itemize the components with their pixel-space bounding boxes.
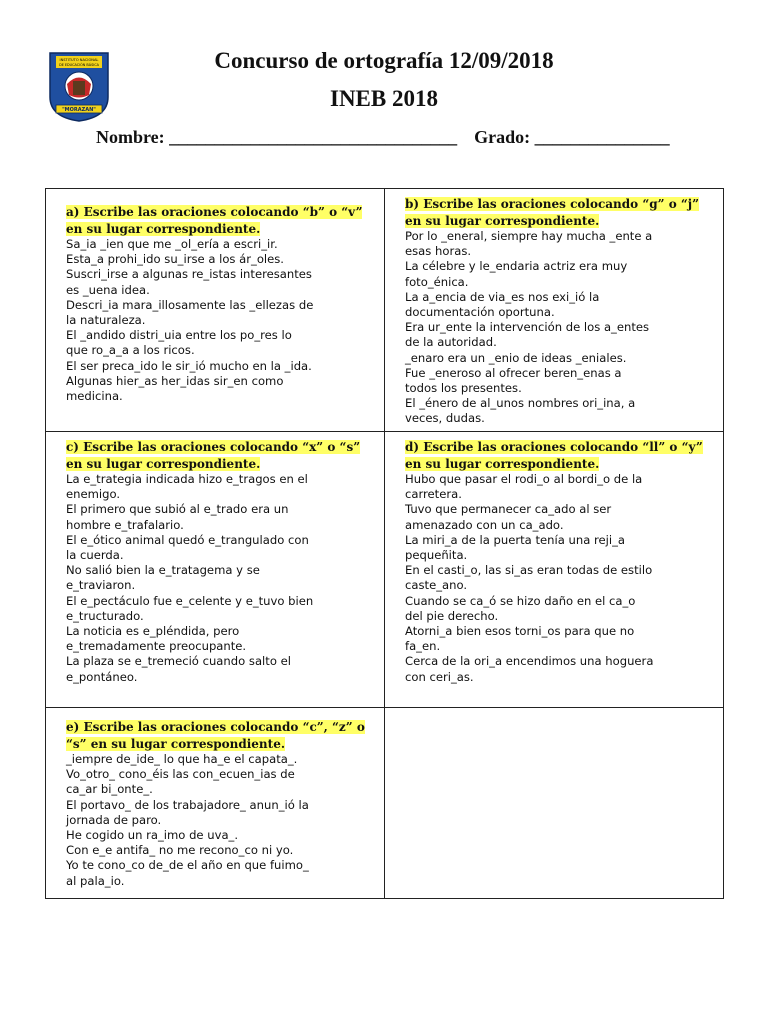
exercise-grid [45,188,724,899]
section-d [385,432,724,708]
section-e-heading: e) Escribe las oraciones colocando “c”, “z” o “s” en su lugar correspondiente. [66,720,365,751]
section-a-line: Suscri_irse a algunas re_istas interesantes [66,267,312,282]
section-b-line: de la autoridad. [405,335,497,350]
section-e-line: Yo te cono_co de_de el año en que fuimo_ [66,858,309,873]
section-c-line: La noticia es e_pléndida, pero [66,624,240,639]
section-a-heading: a) Escribe las oraciones colocando “b” o “v” en su lugar correspondiente. [66,205,363,236]
section-d-line: Atorni_a bien esos torni_os para que no [405,624,635,639]
section-c-line: e_pontáneo. [66,669,138,684]
section-a [46,189,385,432]
name-label: Nombre: ________________________________ [96,127,458,147]
section-d-line: Hubo que pasar el rodi_o al bordi_o de la [405,472,643,486]
section-d-line: caste_ano. [405,578,468,593]
section-c-line: El e_ótico animal quedó e_trangulado con [66,532,309,547]
section-c-lines [66,472,366,685]
section-a-line: Algunas hier_as her_idas sir_en como [66,373,284,388]
logo-banner: "MORAZAN" [62,107,96,113]
section-b-line: Fue _eneroso al ofrecer beren_enas a [405,365,622,380]
section-a-line: Sa_ia _ien que me _ol_ería a escri_ir. [66,237,278,251]
section-b-line: esas horas. [405,244,472,259]
section-e-line: Con e_e antifa_ no me recono_co ni yo. [66,843,294,858]
section-b-line: todos los presentes. [405,381,522,396]
section-e-line: ca_ar bi_onte_. [66,782,153,797]
section-c-line: No salió bien la e_tratagema y se [66,563,260,578]
section-c-line: La e_trategia indicada hizo e_tragos en el [66,472,308,486]
section-b-line: Era ur_ente la intervención de los a_entes [405,320,650,335]
section-d-line: Cuando se ca_ó se hizo daño en el ca_o [405,593,636,608]
section-c-line: hombre e_trafalario. [66,517,184,532]
section-a-line: medicina. [66,389,123,404]
section-d-line: con ceri_as. [405,669,474,684]
section-c [46,432,385,708]
page-subtitle: INEB 2018 [330,86,438,111]
section-e-line: _iempre de_ide_ lo que ha_e el capata_. [66,752,298,766]
section-b-lines [405,229,705,427]
section-b-line: documentación oportuna. [405,305,555,320]
grade-label: Grado: _______________ [474,127,670,147]
section-a-line: El ser preca_ido le sir_ió mucho en la _ida. [66,358,312,373]
section-a-lines [66,237,366,404]
section-b-heading: b) Escribe las oraciones colocando “g” o “j” en su lugar correspondiente. [405,197,700,228]
section-e-line: al pala_io. [66,873,125,888]
section-d-heading: d) Escribe las oraciones colocando “ll” o “y” en su lugar correspondiente. [405,440,703,471]
section-a-line: que ro_a_a a los ricos. [66,343,195,358]
section-b-line: La célebre y le_endaria actriz era muy [405,259,628,274]
section-e-line: jornada de paro. [66,812,162,827]
empty-cell [385,708,724,899]
section-b [385,189,724,432]
name-grade-line [96,127,670,148]
section-c-line: El e_pectáculo fue e_celente y e_tuvo bien [66,593,314,608]
section-c-line: La plaza se e_tremeció cuando salto el [66,654,291,669]
section-a-line: Esta_a prohi_ido su_irse a los ár_oles. [66,252,284,267]
section-d-line: fa_en. [405,639,441,654]
section-e-line: Vo_otro_ cono_éis las con_ecuen_ias de [66,767,295,782]
section-e-line: El portavo_ de los trabajadore_ anun_ió la [66,797,309,812]
section-d-line: carretera. [405,487,462,502]
section-e [46,708,385,899]
section-e-lines [66,752,366,889]
page-title: Concurso de ortografía 12/09/2018 [214,48,554,73]
section-d-line: pequeñita. [405,548,468,563]
section-a-line: la naturaleza. [66,313,146,328]
section-d-lines [405,472,705,685]
section-d-line: Tuvo que permanecer ca_ado al ser [405,502,612,517]
section-d-line: Cerca de la ori_a encendimos una hoguera [405,654,654,669]
section-c-line: e_traviaron. [66,578,136,593]
section-a-line: Descri_ia mara_illosamente las _ellezas de [66,297,314,312]
section-c-line: El primero que subió al e_trado era un [66,502,289,517]
section-b-line: El _énero de al_unos nombres ori_ina, a [405,396,636,411]
section-c-line: e_tremadamente preocupante. [66,639,247,654]
section-a-line: El _andido distri_uia entre los po_res lo [66,328,292,343]
section-d-line: La miri_a de la puerta tenía una reji_a [405,532,625,547]
section-c-heading: c) Escribe las oraciones colocando “x” o “s” en su lugar correspondiente. [66,440,361,471]
section-d-line: En el casti_o, las si_as eran todas de estilo [405,563,653,578]
section-e-line: He cogido un ra_imo de uva_. [66,828,239,843]
section-d-line: amenazado con un ca_ado. [405,517,564,532]
svg-text:DE EDUCACIÓN BÁSICA: DE EDUCACIÓN BÁSICA [59,63,99,67]
section-c-line: enemigo. [66,487,121,502]
section-c-line: e_tructurado. [66,608,144,623]
section-b-line: Por lo _eneral, siempre hay mucha _ente a [405,229,653,243]
logo-top-text: INSTITUTO NACIONAL [59,58,99,62]
section-c-line: la cuerda. [66,548,124,563]
section-b-line: _enaro era un _enio de ideas _eniales. [405,350,627,365]
section-b-line: La a_encia de via_es nos exi_ió la [405,289,600,304]
section-b-line: foto_énica. [405,274,469,289]
section-a-line: es _uena idea. [66,282,150,297]
section-b-line: veces, dudas. [405,411,485,426]
section-d-line: del pie derecho. [405,608,499,623]
